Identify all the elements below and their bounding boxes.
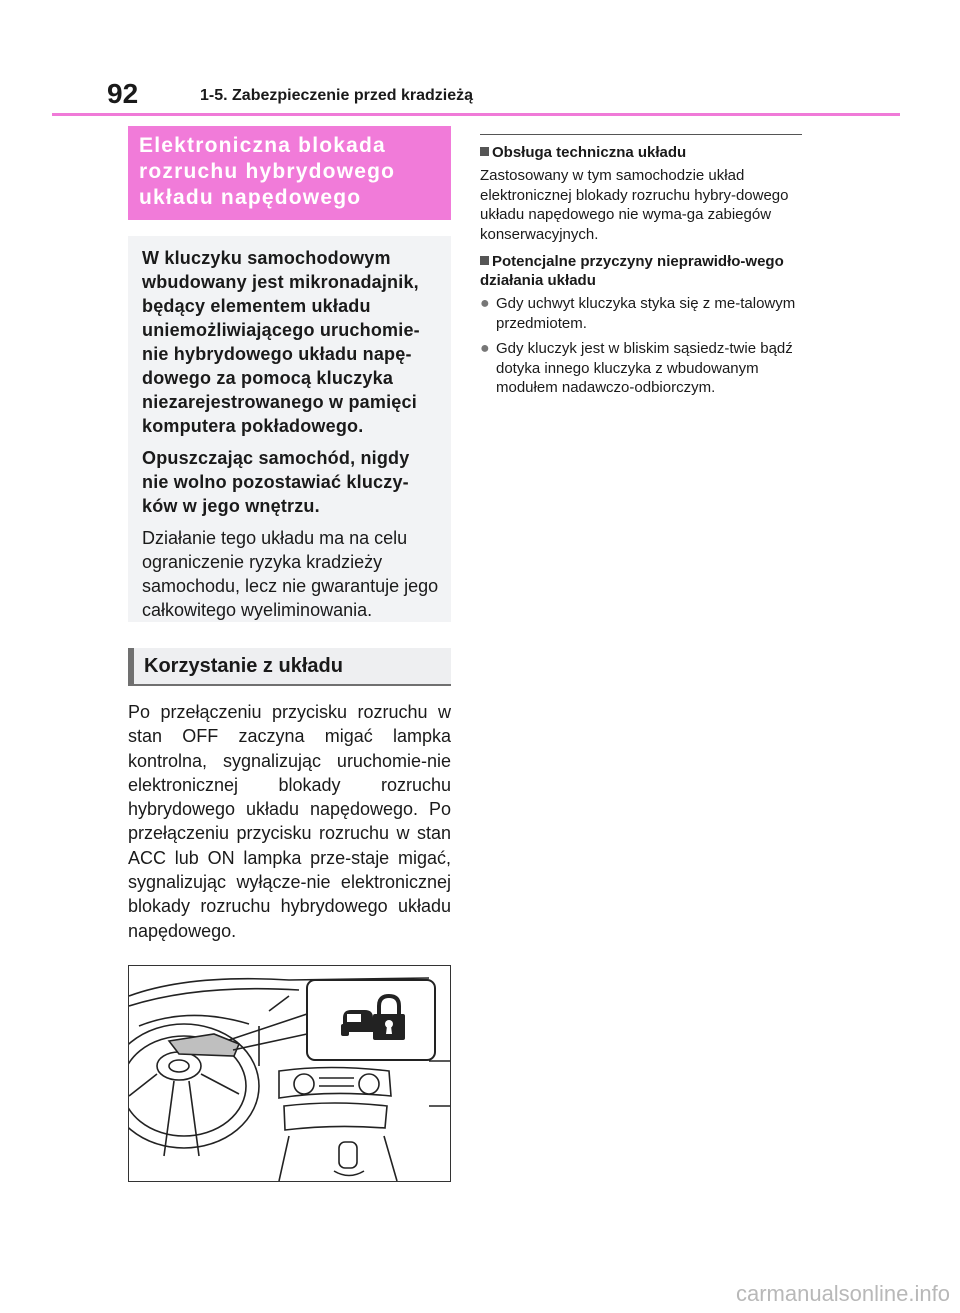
right-column <box>480 134 802 404</box>
list-item <box>480 294 802 333</box>
intro-box <box>128 236 451 622</box>
left-column <box>128 126 451 943</box>
malfunction-heading <box>480 252 802 290</box>
usage-title: Korzystanie z układu <box>128 648 451 686</box>
chapter-title: 1-5. Zabezpieczenie przed kradzieżą <box>200 87 473 104</box>
intro-paragraph-2: Opuszczając samochód, nigdy nie wolno pozostawiać kluczy-ków w jego wnętrzu. <box>142 448 410 516</box>
watermark: carmanualsonline.info <box>735 1281 950 1306</box>
bullet-dot-icon: ● <box>480 340 490 357</box>
square-bullet-icon <box>480 256 489 265</box>
maintenance-heading <box>480 143 802 162</box>
dashboard-drawing <box>129 966 450 1181</box>
right-rule <box>480 134 802 135</box>
intro-paragraph-1: W kluczyku samochodowym wbudowany jest mikronadajnik, będący elementem układu uniemożliwiającego uruchomie-nie hybrydowego układu napę-dowego za pomocą kluczyka niezarejestrowanego w pamięci komputera pokładowego. <box>142 248 420 436</box>
usage-text: Po przełączeniu przycisku rozruchu w stan OFF zaczyna migać lampka kontrolna, sygnalizując uruchomie-nie elektronicznej blokady rozruchu hybrydowego układu napędowego. Po przełączeniu przycisku rozruchu w stan ACC lub ON lampka prze-staje migać, sygnalizując wyłącze-nie elektronicznej blokady rozruchu hybrydowego układu napędowego. <box>128 702 451 941</box>
intro-paragraph-3: Działanie tego układu ma na celu ograniczenie ryzyka kradzieży samochodu, lecz nie gwarantuje jego całkowitego wyeliminowania. <box>142 528 439 620</box>
square-bullet-icon <box>480 147 489 156</box>
list-item-text: Gdy kluczyk jest w bliskim sąsiedz-twie bądź dotyka innego kluczyka z wbudowanym modułem nadawczo-odbiorczym. <box>496 340 793 396</box>
maintenance-text: Zastosowany w tym samochodzie układ elektronicznej blokady rozruchu hybry-dowego układu napędowego nie wyma-ga zabiegów konserwacyjnych. <box>480 167 789 243</box>
page-number: 92 <box>107 78 139 109</box>
malfunction-heading-text: Potencjalne przyczyny nieprawidło-wego działania układu <box>480 253 784 289</box>
bullet-dot-icon: ● <box>480 295 490 312</box>
header-rule <box>52 113 900 116</box>
dashboard-illustration <box>128 965 451 1182</box>
list-item-text: Gdy uchwyt kluczyka styka się z me-talowym przedmiotem. <box>496 295 796 332</box>
maintenance-heading-text: Obsługa techniczna układu <box>492 144 687 161</box>
list-item <box>480 339 802 398</box>
section-title: Elektroniczna blokada rozruchu hybrydowego układu napędowego <box>128 126 451 220</box>
